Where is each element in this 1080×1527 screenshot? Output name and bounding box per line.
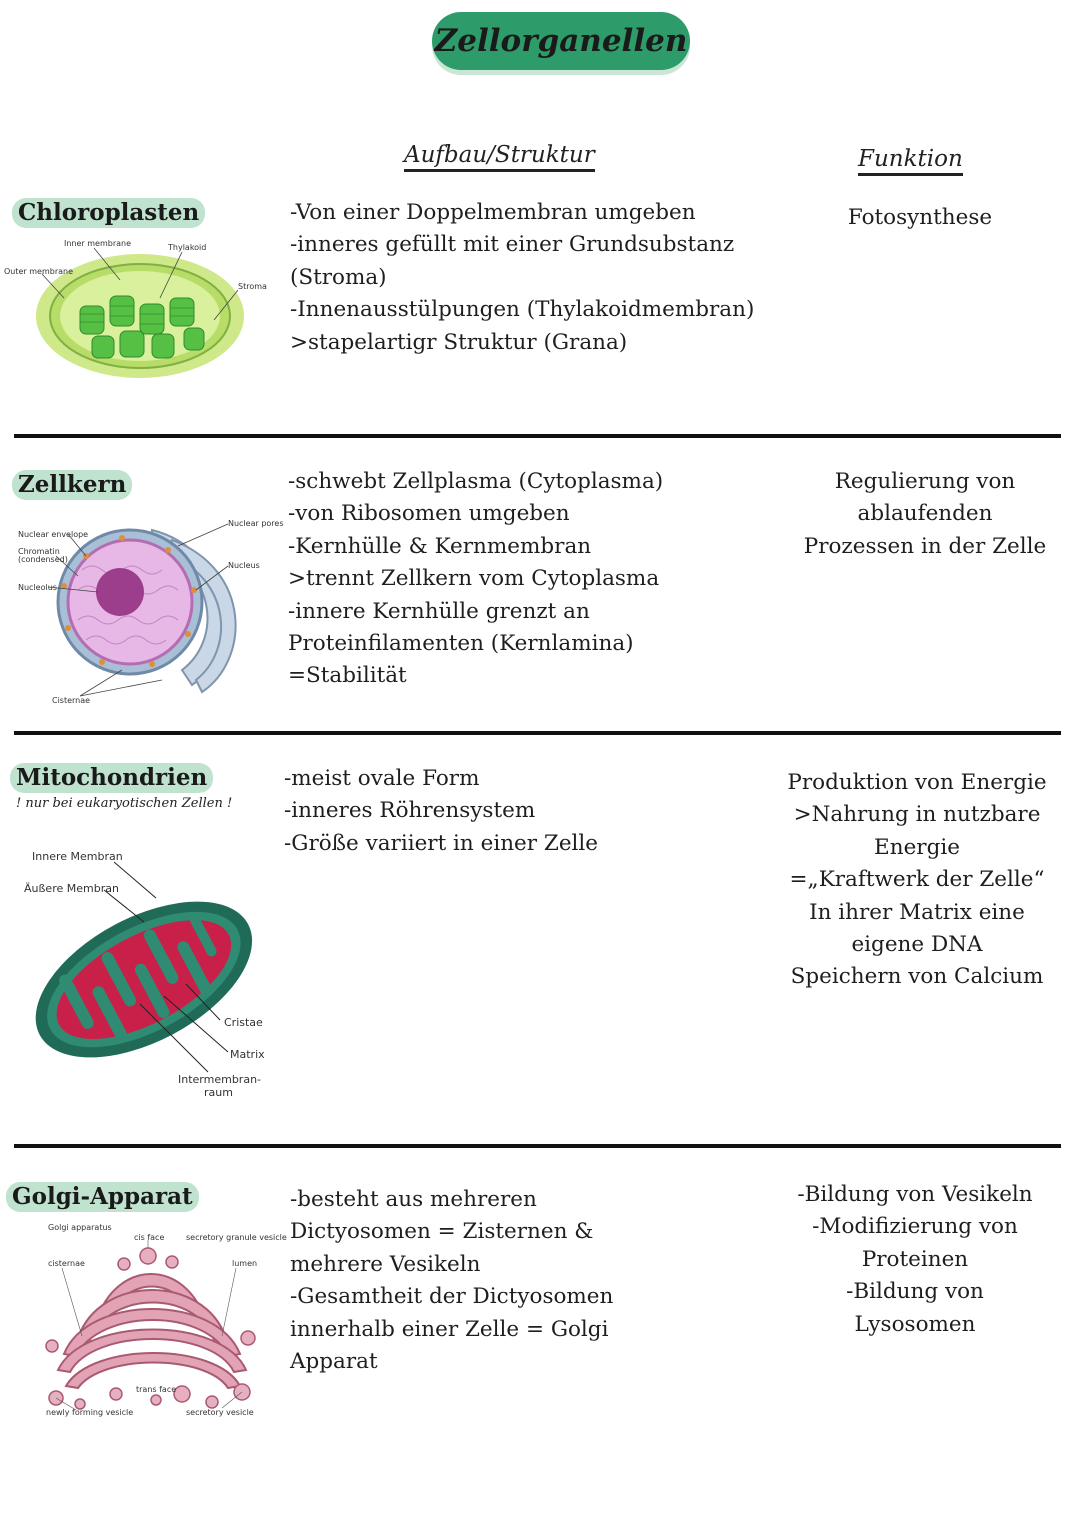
text-line: Apparat <box>290 1348 378 1374</box>
mitochondria-label-matrix: Matrix <box>230 1048 265 1061</box>
text-line: Produktion von Energie <box>787 770 1047 795</box>
text-line: (Stroma) <box>290 264 387 290</box>
organelle-name-mitochondrien: Mitochondrien <box>10 763 213 793</box>
text-line: >Nahrung in nutzbare <box>793 802 1041 828</box>
nucleus-label-envelope: Nuclear envelope <box>18 530 89 539</box>
text-line: -Gesamtheit der Dictyosomen <box>290 1284 614 1310</box>
text-line: -Modifizierung von <box>812 1214 1018 1240</box>
text-line: -meist ovale Form <box>284 766 480 791</box>
chloroplast-label-thylakoid: Thylakoid <box>168 243 207 252</box>
text-line: -Bildung von Vesikeln <box>797 1182 1033 1207</box>
structure-text-chloroplasten <box>290 197 754 359</box>
organelle-name-golgi: Golgi-Apparat <box>6 1182 199 1212</box>
text-line: eigene DNA <box>851 931 983 957</box>
text-line: -Kernhülle & Kernmembran <box>288 533 592 559</box>
chloroplast-label-stroma: Stroma <box>238 282 267 291</box>
golgi-label-newly-forming: newly forming vesicle <box>46 1408 134 1417</box>
mitochondria-label-cristae: Cristae <box>224 1016 263 1029</box>
mitochondria-label-outer: Äußere Membran <box>24 882 119 895</box>
nucleus-label-pores: Nuclear pores <box>228 519 284 528</box>
title-banner <box>432 12 690 70</box>
structure-text-mitochondrien <box>284 763 598 860</box>
mitochondria-label-raum: raum <box>204 1086 233 1099</box>
structure-text-zellkern <box>288 466 663 693</box>
text-line: -von Ribosomen umgeben <box>288 501 570 527</box>
page-title: Zellorganellen <box>434 23 688 59</box>
text-line: ablaufenden <box>857 501 993 527</box>
header-structure: Aufbau/Struktur <box>404 142 595 172</box>
text-line: Lysosomen <box>854 1311 976 1337</box>
section-divider <box>14 731 1061 735</box>
nucleus-label-condensed: (condensed) <box>18 555 68 564</box>
text-line: Prozessen in der Zelle <box>803 533 1047 559</box>
chloroplast-label-inner-membrane: Inner membrane <box>64 239 132 248</box>
organelle-name-zellkern: Zellkern <box>12 470 132 500</box>
nucleus-label-cisternae: Cisternae <box>52 696 91 705</box>
section-divider <box>14 1144 1061 1148</box>
text-line: Proteinen <box>861 1246 969 1272</box>
text-line: Dictyosomen = Zisternen & <box>290 1219 594 1245</box>
golgi-label-cisternae: cisternae <box>48 1259 85 1268</box>
function-text-chloroplasten <box>800 202 1040 234</box>
header-function: Funktion <box>858 146 963 176</box>
text-line: >trennt Zellkern vom Cytoplasma <box>288 566 660 592</box>
golgi-illustration <box>36 1218 287 1418</box>
golgi-label-lumen: lumen <box>232 1259 258 1268</box>
organelle-name-chloroplasten: Chloroplasten <box>12 198 205 228</box>
text-line: -Bildung von <box>846 1279 984 1305</box>
text-line: mehrere Vesikeln <box>290 1251 481 1277</box>
nucleus-label-nucleolus: Nucleolus <box>18 583 57 592</box>
text-line: -Größe variiert in einer Zelle <box>284 830 599 856</box>
text-line: In ihrer Matrix eine <box>809 899 1025 925</box>
text-line: =„Kraftwerk der Zelle“ <box>789 867 1045 893</box>
text-line: innerhalb einer Zelle = Golgi <box>290 1316 609 1342</box>
text-line: >stapelartigr Struktur (Grana) <box>290 329 628 355</box>
mitochondria-illustration <box>14 846 274 1102</box>
golgi-label-secretory-granule: secretory granule vesicle <box>186 1233 287 1242</box>
text-line: Proteinfilamenten (Kernlamina) <box>288 630 634 656</box>
text-line: Regulierung von <box>834 469 1016 494</box>
chloroplast-label-outer-membrane: Outer membrane <box>4 267 74 276</box>
structure-text-golgi <box>290 1184 613 1378</box>
text-line: -innere Kernhülle grenzt an <box>288 598 590 624</box>
text-line: -besteht aus mehreren <box>290 1187 537 1212</box>
text-line: Fotosynthese <box>847 205 993 230</box>
text-line: -inneres Röhrensystem <box>284 798 536 824</box>
nucleus-label-nucleus: Nucleus <box>228 561 260 570</box>
function-text-zellkern <box>790 466 1060 563</box>
section-divider <box>14 434 1061 438</box>
function-text-mitochondrien <box>778 767 1056 994</box>
function-text-golgi <box>784 1179 1046 1341</box>
mitochondria-note: ! nur bei eukaryotischen Zellen ! <box>16 796 233 811</box>
text-line: -inneres gefüllt mit einer Grundsubstanz <box>290 232 735 258</box>
text-line: -schwebt Zellplasma (Cytoplasma) <box>288 469 664 494</box>
text-line: -Innenausstülpungen (Thylakoidmembran) <box>290 297 755 323</box>
nucleus-label-chromatin: Chromatin <box>18 547 60 556</box>
text-line: =Stabilität <box>288 663 407 689</box>
golgi-label-secretory: secretory vesicle <box>186 1408 254 1417</box>
mitochondria-label-inner: Innere Membran <box>32 850 123 863</box>
text-line: Energie <box>874 834 960 860</box>
nucleus-illustration <box>2 510 284 710</box>
golgi-label-title: Golgi apparatus <box>48 1223 112 1232</box>
mitochondria-label-intermembran: Intermembran- <box>178 1073 262 1086</box>
golgi-label-trans-face: trans face <box>136 1385 177 1394</box>
golgi-label-cis-face: cis face <box>134 1233 165 1242</box>
chloroplast-illustration <box>2 236 272 401</box>
text-line: Speichern von Calcium <box>790 964 1044 990</box>
text-line: -Von einer Doppelmembran umgeben <box>290 200 696 225</box>
